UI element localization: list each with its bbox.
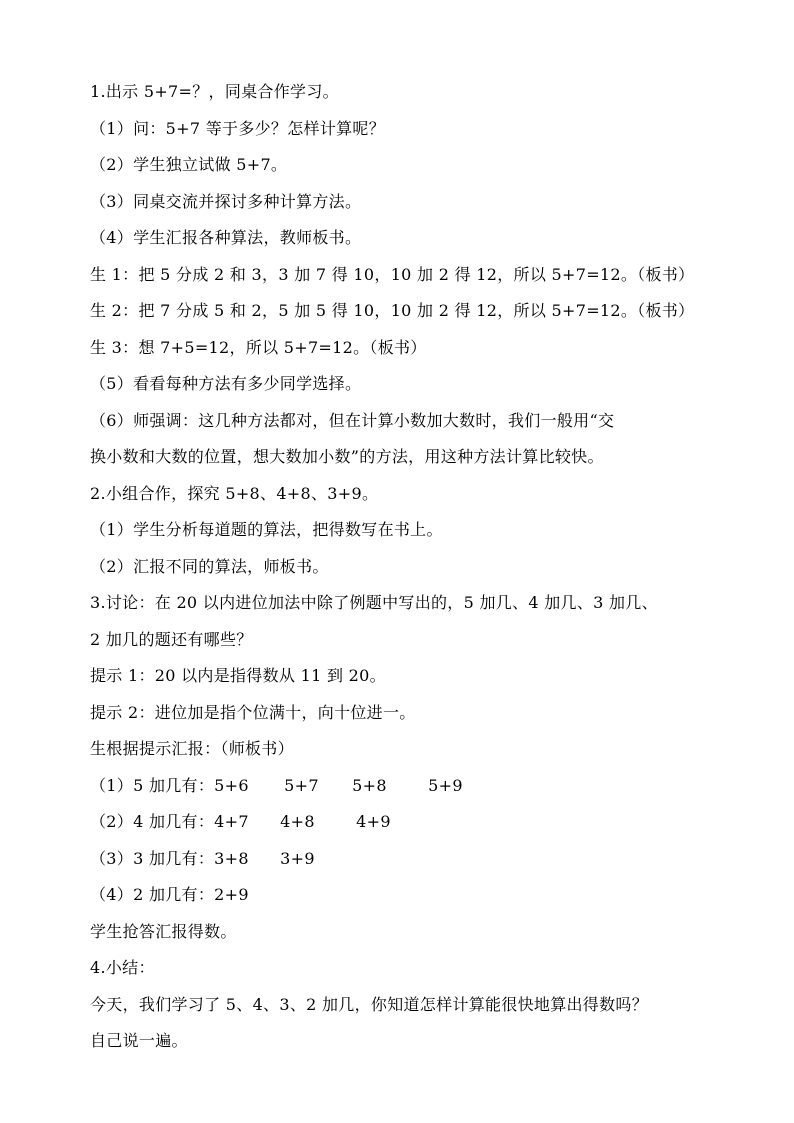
sum-row-label: （1）5 加几有： (90, 775, 215, 795)
text-line-12: 2.小组合作，探究 5+8、4+8、3+9。 (90, 483, 379, 503)
text-line-22: 今天，我们学习了 5、4、3、2 加几，你知道怎样计算能很快地算出得数吗？ (90, 994, 648, 1014)
text-line-11: 换小数和大数的位置，想大数加小数”的方法，用这种方法计算比较快。 (90, 447, 604, 466)
sum-item: 5+8 (352, 775, 387, 795)
text-line-17: 提示 1：20 以内是指得数从 11 到 20。 (90, 666, 386, 685)
text-line-7: 生 2：把 7 分成 5 和 2，5 加 5 得 10，10 加 2 得 12，所以 5+7=12。（板书） (90, 301, 695, 320)
text-line-8: 生 3：想 7+5=12，所以 5+7=12。（板书） (90, 337, 427, 357)
sum-item: 4+8 (280, 812, 315, 831)
sum-item: 5+7 (284, 775, 319, 795)
text-line-13: （1）学生分析每道题的算法，把得数写在书上。 (90, 520, 443, 539)
sum-row-3 (90, 841, 710, 878)
sum-item: 4+9 (356, 812, 391, 831)
text-line-18: 提示 2：进位加是指个位满十，向十位进一。 (90, 702, 416, 722)
text-line-23: 自己说一遍。 (90, 1031, 188, 1050)
text-line-14: （2）汇报不同的算法，师板书。 (90, 556, 329, 576)
text-line-19: 生根据提示汇报：（师板书） (90, 739, 294, 758)
text-line-10: （6）师强调：这几种方法都对，但在计算小数加大数时，我们一般用“交 (90, 410, 615, 430)
sum-row-label: （3）3 加几有： (90, 848, 215, 868)
sum-item: 2+9 (214, 885, 249, 904)
sum-item: 3+9 (280, 848, 315, 868)
text-line-5: （4）学生汇报各种算法，教师板书。 (90, 228, 362, 247)
sum-row-2 (90, 877, 710, 914)
text-line-3: （2）学生独立试做 5+7。 (90, 155, 288, 174)
text-line-4: （3）同桌交流并探讨多种计算方法。 (90, 191, 362, 211)
text-line-1: 1.出示 5+7=？，同桌合作学习。 (90, 82, 339, 101)
sum-row-5 (90, 768, 710, 805)
lesson-content (90, 74, 710, 1060)
sum-row-4 (90, 804, 710, 841)
text-line-20: 学生抢答汇报得数。 (90, 921, 237, 941)
sum-item: 5+9 (428, 775, 463, 795)
text-line-9: （5）看看每种方法有多少同学选择。 (90, 374, 362, 393)
text-line-15: 3.讨论：在 20 以内进位加法中除了例题中写出的，5 加几、4 加几、3 加几、 (90, 593, 658, 612)
sum-row-label: （4）2 加几有： (90, 885, 215, 904)
text-line-21: 4.小结： (90, 958, 155, 977)
text-line-16: 2 加几的题还有哪些？ (90, 629, 253, 649)
sum-item: 4+7 (214, 812, 249, 831)
text-line-6: 生 1：把 5 分成 2 和 3，3 加 7 得 10，10 加 2 得 12，所以 5+7=12。（板书） (90, 264, 695, 284)
sum-row-label: （2）4 加几有： (90, 812, 215, 831)
sum-item: 5+6 (214, 775, 249, 795)
sum-item: 3+8 (214, 848, 249, 868)
text-line-2: （1）问：5+7 等于多少？怎样计算呢？ (90, 118, 386, 138)
